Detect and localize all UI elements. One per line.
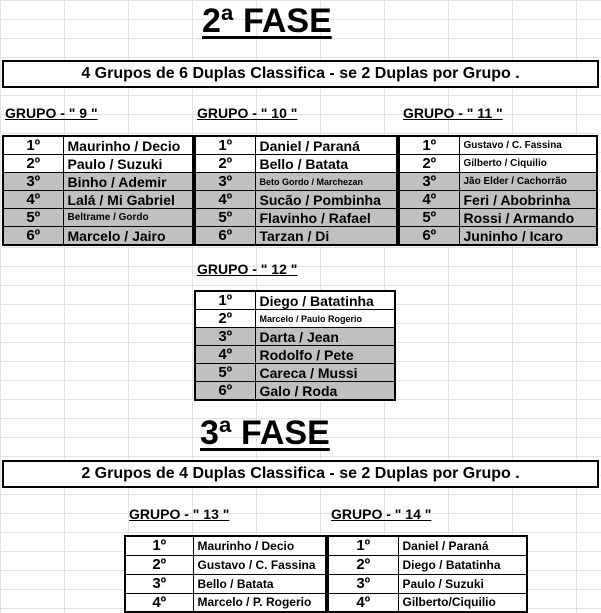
group-10-label: GRUPO - " 10 "	[197, 105, 298, 121]
table-row	[328, 593, 527, 612]
table-row	[125, 555, 326, 574]
group-9-table	[2, 135, 194, 246]
pair-cell: Flavinho / Rafael	[255, 209, 397, 227]
table-row	[195, 364, 395, 382]
table-row	[195, 227, 397, 246]
table-row	[399, 227, 597, 246]
table-row	[399, 136, 597, 155]
table-row	[3, 136, 193, 155]
position-cell: 4º	[3, 191, 63, 209]
group-14-label: GRUPO - " 14 "	[331, 506, 432, 522]
pair-cell: Bello / Batata	[255, 155, 397, 173]
position-cell: 3º	[125, 574, 193, 593]
table-row	[399, 155, 597, 173]
pair-cell: Beto Gordo / Marchezan	[255, 173, 397, 191]
position-cell: 3º	[195, 173, 255, 191]
group-13-table	[124, 535, 327, 613]
pair-cell: Marcelo / P. Rogerio	[193, 593, 326, 612]
group-9-label: GRUPO - " 9 "	[5, 105, 98, 121]
position-cell: 5º	[3, 209, 63, 227]
table-row	[195, 191, 397, 209]
position-cell: 6º	[399, 227, 459, 246]
pair-cell: Bello / Batata	[193, 574, 326, 593]
table-row	[195, 173, 397, 191]
position-cell: 1º	[328, 536, 398, 555]
pair-cell: Tarzan / Di	[255, 227, 397, 246]
position-cell: 2º	[3, 155, 63, 173]
pair-cell: Diego / Batatinha	[398, 555, 527, 574]
pair-cell: Paulo / Suzuki	[398, 574, 527, 593]
pair-cell: Daniel / Paraná	[398, 536, 527, 555]
position-cell: 1º	[399, 136, 459, 155]
pair-cell: Jão Elder / Cachorrão	[459, 173, 597, 191]
pair-cell: Feri / Abobrinha	[459, 191, 597, 209]
position-cell: 2º	[125, 555, 193, 574]
table-row	[195, 346, 395, 364]
pair-cell: Lalá / Mi Gabriel	[63, 191, 193, 209]
position-cell: 3º	[3, 173, 63, 191]
pair-cell: Sucão / Pombinha	[255, 191, 397, 209]
position-cell: 3º	[399, 173, 459, 191]
pair-cell: Juninho / Icaro	[459, 227, 597, 246]
table-row	[125, 536, 326, 555]
table-row	[125, 574, 326, 593]
table-row	[195, 328, 395, 346]
position-cell: 5º	[399, 209, 459, 227]
group-12-table	[194, 290, 396, 401]
group-11-label: GRUPO - " 11 "	[403, 105, 503, 121]
position-cell: 5º	[195, 209, 255, 227]
table-row	[3, 227, 193, 246]
pair-cell: Careca / Mussi	[255, 364, 395, 382]
group-12-label: GRUPO - " 12 "	[197, 261, 298, 277]
pair-cell: Beltrame / Gordo	[63, 209, 193, 227]
table-row	[195, 155, 397, 173]
position-cell: 4º	[125, 593, 193, 612]
table-row	[399, 209, 597, 227]
table-row	[328, 555, 527, 574]
group-11-table	[398, 135, 598, 246]
position-cell: 1º	[195, 136, 255, 155]
phase-2-title: 2ª FASE	[202, 2, 332, 40]
table-row	[328, 536, 527, 555]
position-cell: 4º	[195, 191, 255, 209]
group-14-table	[327, 535, 528, 613]
table-row	[195, 291, 395, 310]
table-row	[195, 136, 397, 155]
table-row	[3, 155, 193, 173]
position-cell: 2º	[195, 310, 255, 328]
table-row	[3, 209, 193, 227]
pair-cell: Binho / Ademir	[63, 173, 193, 191]
position-cell: 6º	[195, 227, 255, 246]
position-cell: 2º	[195, 155, 255, 173]
pair-cell: Paulo / Suzuki	[63, 155, 193, 173]
pair-cell: Maurinho / Decio	[63, 136, 193, 155]
pair-cell: Gustavo / C. Fassina	[459, 136, 597, 155]
position-cell: 4º	[195, 346, 255, 364]
position-cell: 1º	[125, 536, 193, 555]
table-row	[3, 173, 193, 191]
position-cell: 2º	[328, 555, 398, 574]
position-cell: 1º	[3, 136, 63, 155]
position-cell: 5º	[195, 364, 255, 382]
position-cell: 2º	[399, 155, 459, 173]
position-cell: 6º	[195, 382, 255, 401]
pair-cell: Galo / Roda	[255, 382, 395, 401]
pair-cell: Gustavo / C. Fassina	[193, 555, 326, 574]
phase-3-title: 3ª FASE	[200, 414, 330, 452]
table-row	[195, 310, 395, 328]
table-row	[125, 593, 326, 612]
position-cell: 1º	[195, 291, 255, 310]
table-row	[399, 191, 597, 209]
pair-cell: Rossi / Armando	[459, 209, 597, 227]
phase-3-banner: 2 Grupos de 4 Duplas Classifica - se 2 Duplas por Grupo .	[2, 460, 599, 488]
pair-cell: Marcelo / Paulo Rogerio	[255, 310, 395, 328]
position-cell: 4º	[399, 191, 459, 209]
pair-cell: Marcelo / Jairo	[63, 227, 193, 246]
table-row	[328, 574, 527, 593]
pair-cell: Rodolfo / Pete	[255, 346, 395, 364]
position-cell: 3º	[328, 574, 398, 593]
phase-2-banner: 4 Grupos de 6 Duplas Classifica - se 2 Duplas por Grupo .	[2, 60, 599, 88]
position-cell: 4º	[328, 593, 398, 612]
pair-cell: Daniel / Paraná	[255, 136, 397, 155]
position-cell: 3º	[195, 328, 255, 346]
pair-cell: Gilberto/Ciquilio	[398, 593, 527, 612]
table-row	[3, 191, 193, 209]
table-row	[399, 173, 597, 191]
group-13-label: GRUPO - " 13 "	[129, 506, 230, 522]
pair-cell: Diego / Batatinha	[255, 291, 395, 310]
table-row	[195, 382, 395, 401]
table-row	[195, 209, 397, 227]
group-10-table	[194, 135, 398, 246]
pair-cell: Darta / Jean	[255, 328, 395, 346]
position-cell: 6º	[3, 227, 63, 246]
pair-cell: Gilberto / Ciquilio	[459, 155, 597, 173]
pair-cell: Maurinho / Decio	[193, 536, 326, 555]
